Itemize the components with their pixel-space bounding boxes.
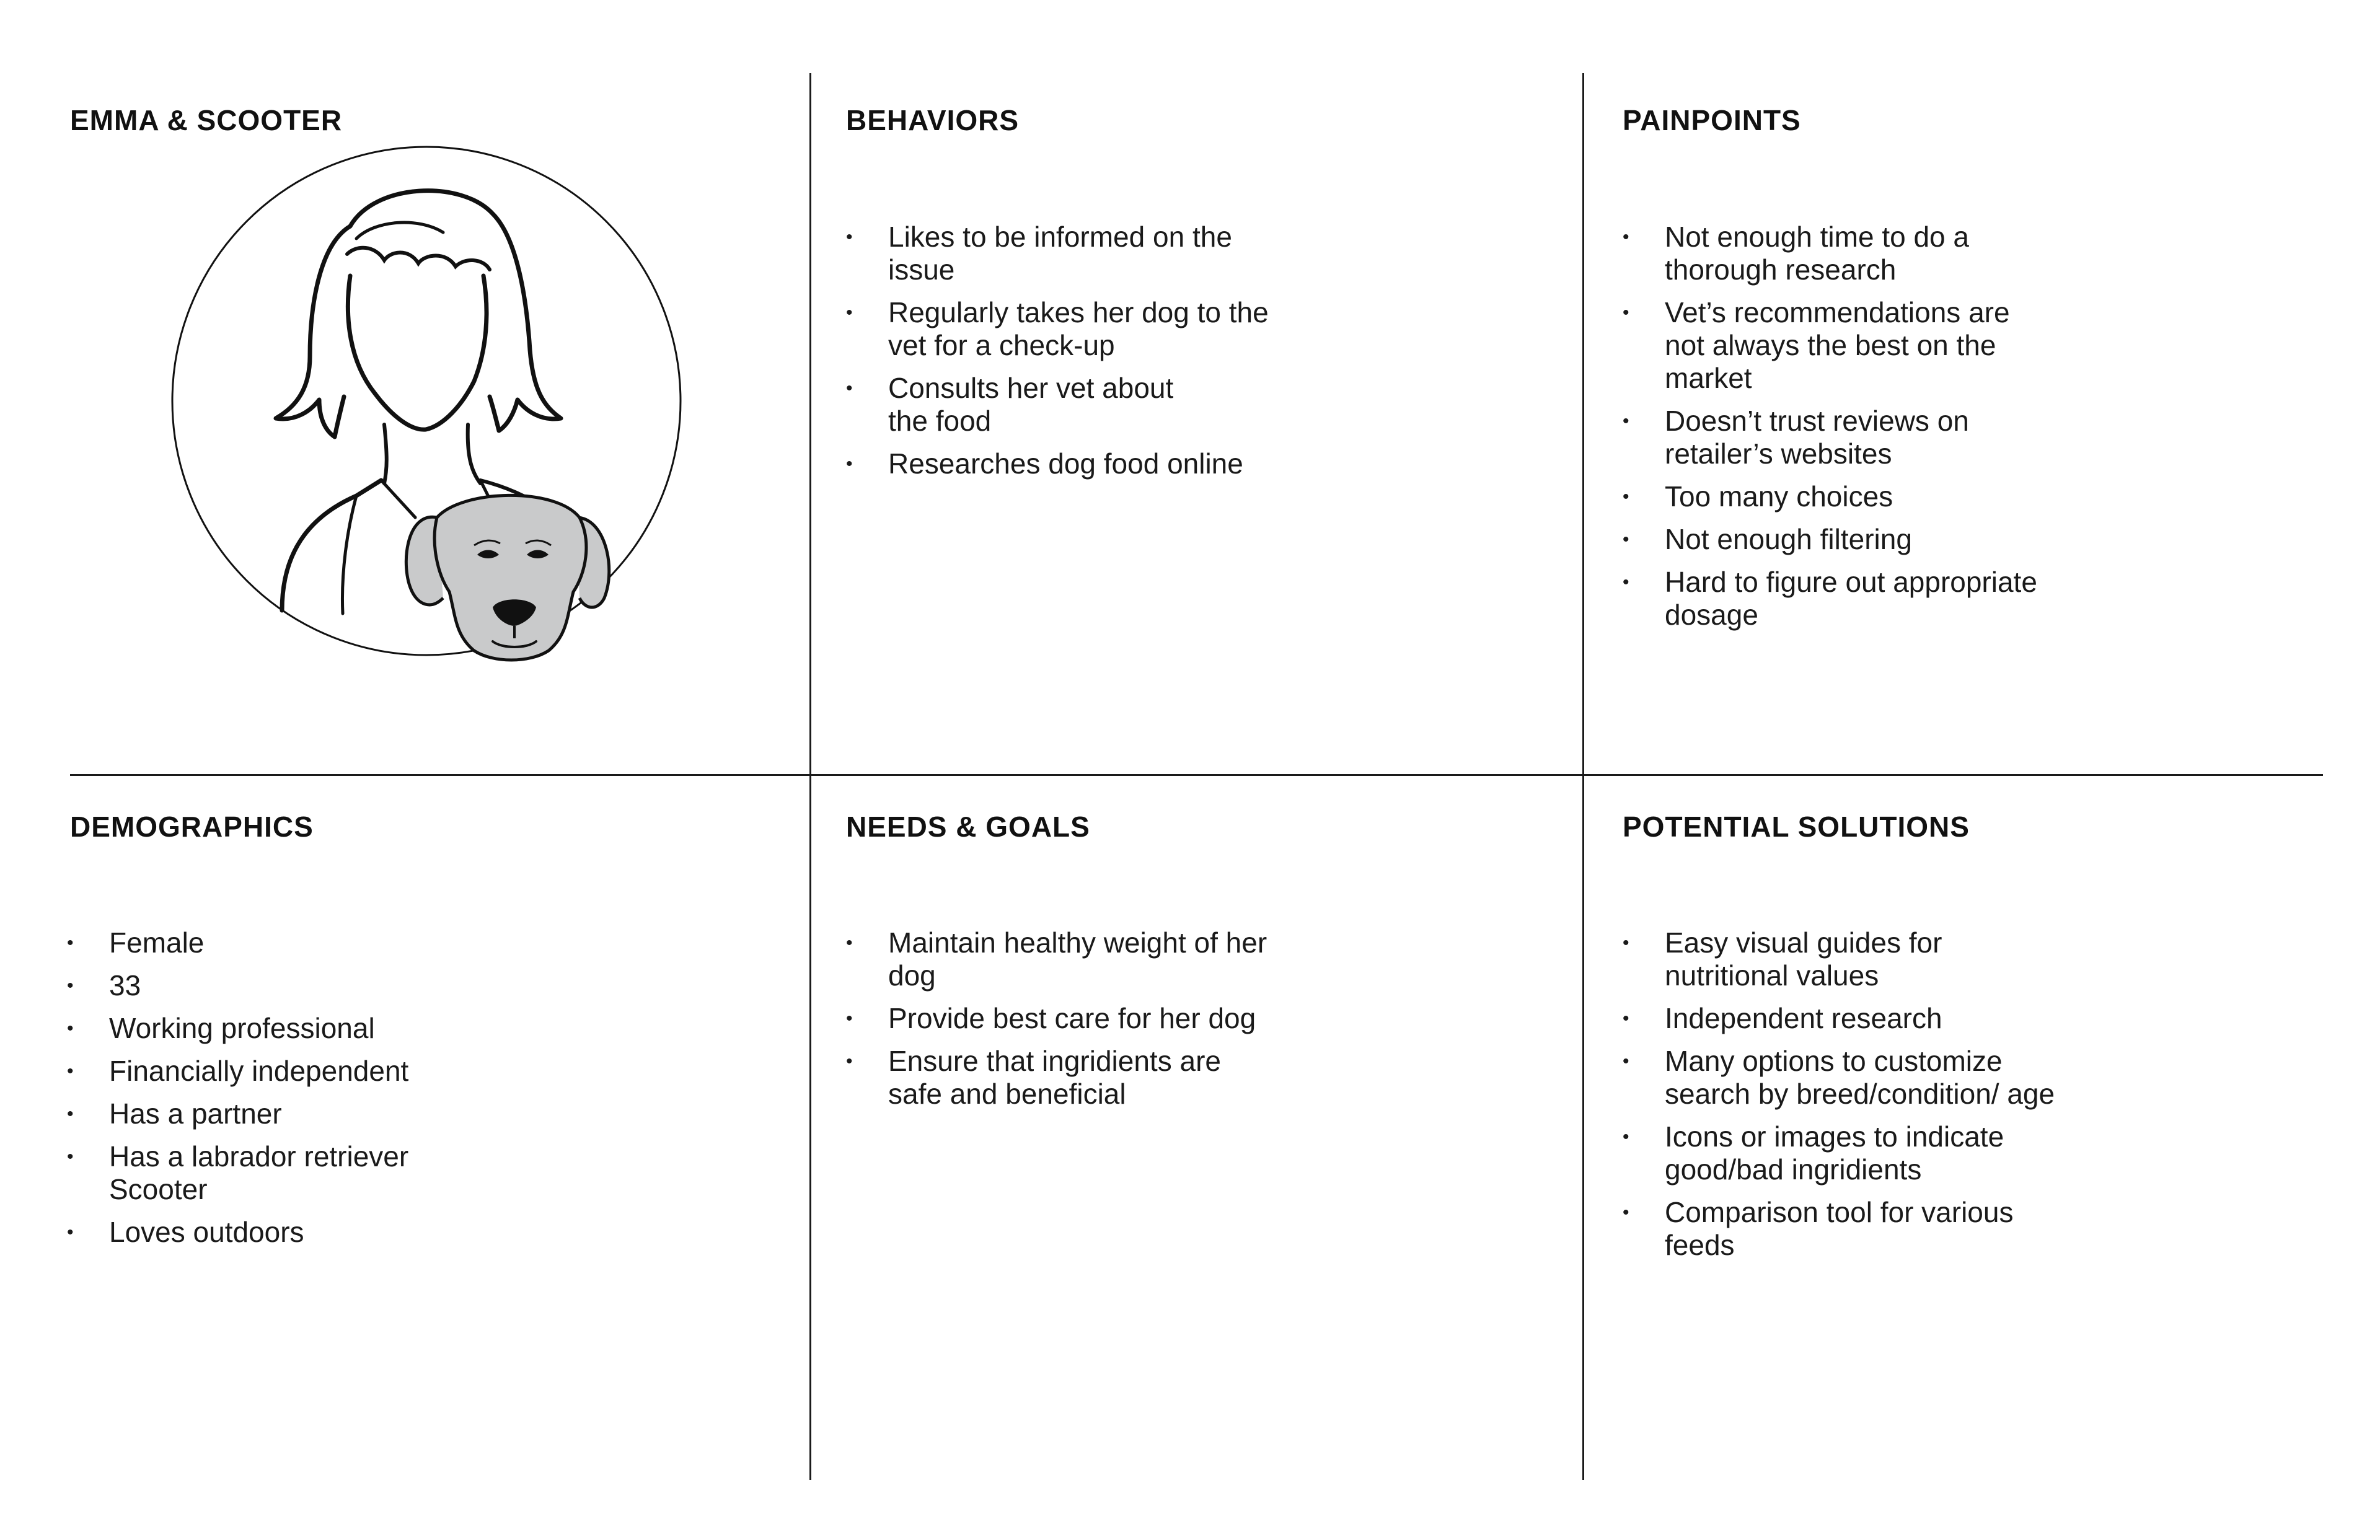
row-divider bbox=[70, 774, 2323, 776]
list-item: • Not enough time to do a thorough research bbox=[1623, 221, 1969, 286]
list-item: • Female bbox=[67, 926, 205, 959]
list-item: • Comparison tool for various feeds bbox=[1623, 1196, 2014, 1261]
bullet-icon: • bbox=[67, 933, 74, 953]
needs-goals-list bbox=[846, 926, 1317, 1120]
painpoints-list bbox=[1623, 221, 2056, 641]
bullet-icon: • bbox=[67, 1104, 74, 1124]
list-item: • Not enough filtering bbox=[1623, 523, 1912, 555]
bullet-icon: • bbox=[1623, 1127, 1629, 1147]
list-item: • 33 bbox=[67, 969, 141, 1001]
list-item: • Easy visual guides for nutritional values bbox=[1623, 926, 1942, 992]
list-item: • Has a partner bbox=[67, 1098, 282, 1130]
demographics-heading: DEMOGRAPHICS bbox=[70, 811, 314, 843]
bullet-icon: • bbox=[1623, 1051, 1629, 1071]
list-item: • Working professional bbox=[67, 1012, 375, 1044]
list-item: • Researches dog food online bbox=[846, 447, 1243, 480]
persona-heading: EMMA & SCOOTER bbox=[70, 104, 343, 136]
needs-goals-heading: NEEDS & GOALS bbox=[846, 811, 1090, 843]
list-item: • Ensure that ingridients are safe and beneficial bbox=[846, 1045, 1221, 1110]
list-item: • Maintain healthy weight of her dog bbox=[846, 926, 1267, 992]
list-item: • Doesn’t trust reviews on retailer’s websites bbox=[1623, 405, 1969, 470]
demographics-list bbox=[67, 926, 513, 1259]
list-item: • Vet’s recommendations are not always the best on the market bbox=[1623, 296, 2010, 394]
behaviors-list bbox=[846, 221, 1292, 490]
bullet-icon: • bbox=[846, 227, 853, 247]
list-item: • Hard to figure out appropriate dosage bbox=[1623, 566, 2037, 631]
solutions-list bbox=[1623, 926, 2056, 1272]
column-divider-2 bbox=[1582, 73, 1584, 1480]
solutions-heading: POTENTIAL SOLUTIONS bbox=[1623, 811, 1970, 843]
bullet-icon: • bbox=[67, 1146, 74, 1167]
bullet-icon: • bbox=[846, 933, 853, 953]
list-item: • Has a labrador retriever Scooter bbox=[67, 1140, 409, 1205]
bullet-icon: • bbox=[67, 975, 74, 996]
dog-icon bbox=[406, 495, 609, 660]
bullet-icon: • bbox=[1623, 572, 1629, 592]
column-divider-1 bbox=[809, 73, 811, 1480]
bullet-icon: • bbox=[846, 1008, 853, 1029]
bullet-icon: • bbox=[1623, 486, 1629, 507]
bullet-icon: • bbox=[67, 1018, 74, 1039]
list-item: • Regularly takes her dog to the vet for a check-up bbox=[846, 296, 1269, 361]
list-item: • Loves outdoors bbox=[67, 1216, 304, 1248]
bullet-icon: • bbox=[846, 1051, 853, 1071]
bullet-icon: • bbox=[67, 1222, 74, 1243]
bullet-icon: • bbox=[1623, 411, 1629, 431]
bullet-icon: • bbox=[846, 378, 853, 398]
list-item: • Consults her vet about the food bbox=[846, 372, 1174, 437]
painpoints-heading: PAINPOINTS bbox=[1623, 104, 1801, 136]
bullet-icon: • bbox=[1623, 529, 1629, 550]
list-item: • Many options to customize search by breed/condition/ age bbox=[1623, 1045, 2055, 1110]
bullet-icon: • bbox=[67, 1061, 74, 1081]
bullet-icon: • bbox=[1623, 302, 1629, 323]
bullet-icon: • bbox=[1623, 933, 1629, 953]
bullet-icon: • bbox=[1623, 227, 1629, 247]
list-item: • Provide best care for her dog bbox=[846, 1002, 1256, 1034]
list-item: • Independent research bbox=[1623, 1002, 1942, 1034]
list-item: • Too many choices bbox=[1623, 480, 1893, 513]
list-item: • Icons or images to indicate good/bad ingridients bbox=[1623, 1120, 2004, 1186]
behaviors-heading: BEHAVIORS bbox=[846, 104, 1020, 136]
bullet-icon: • bbox=[846, 302, 853, 323]
bullet-icon: • bbox=[1623, 1008, 1629, 1029]
bullet-icon: • bbox=[1623, 1202, 1629, 1223]
list-item: • Financially independent bbox=[67, 1055, 409, 1087]
woman-with-dog-illustration-icon bbox=[170, 146, 691, 666]
list-item: • Likes to be informed on the issue bbox=[846, 221, 1232, 286]
bullet-icon: • bbox=[846, 454, 853, 474]
